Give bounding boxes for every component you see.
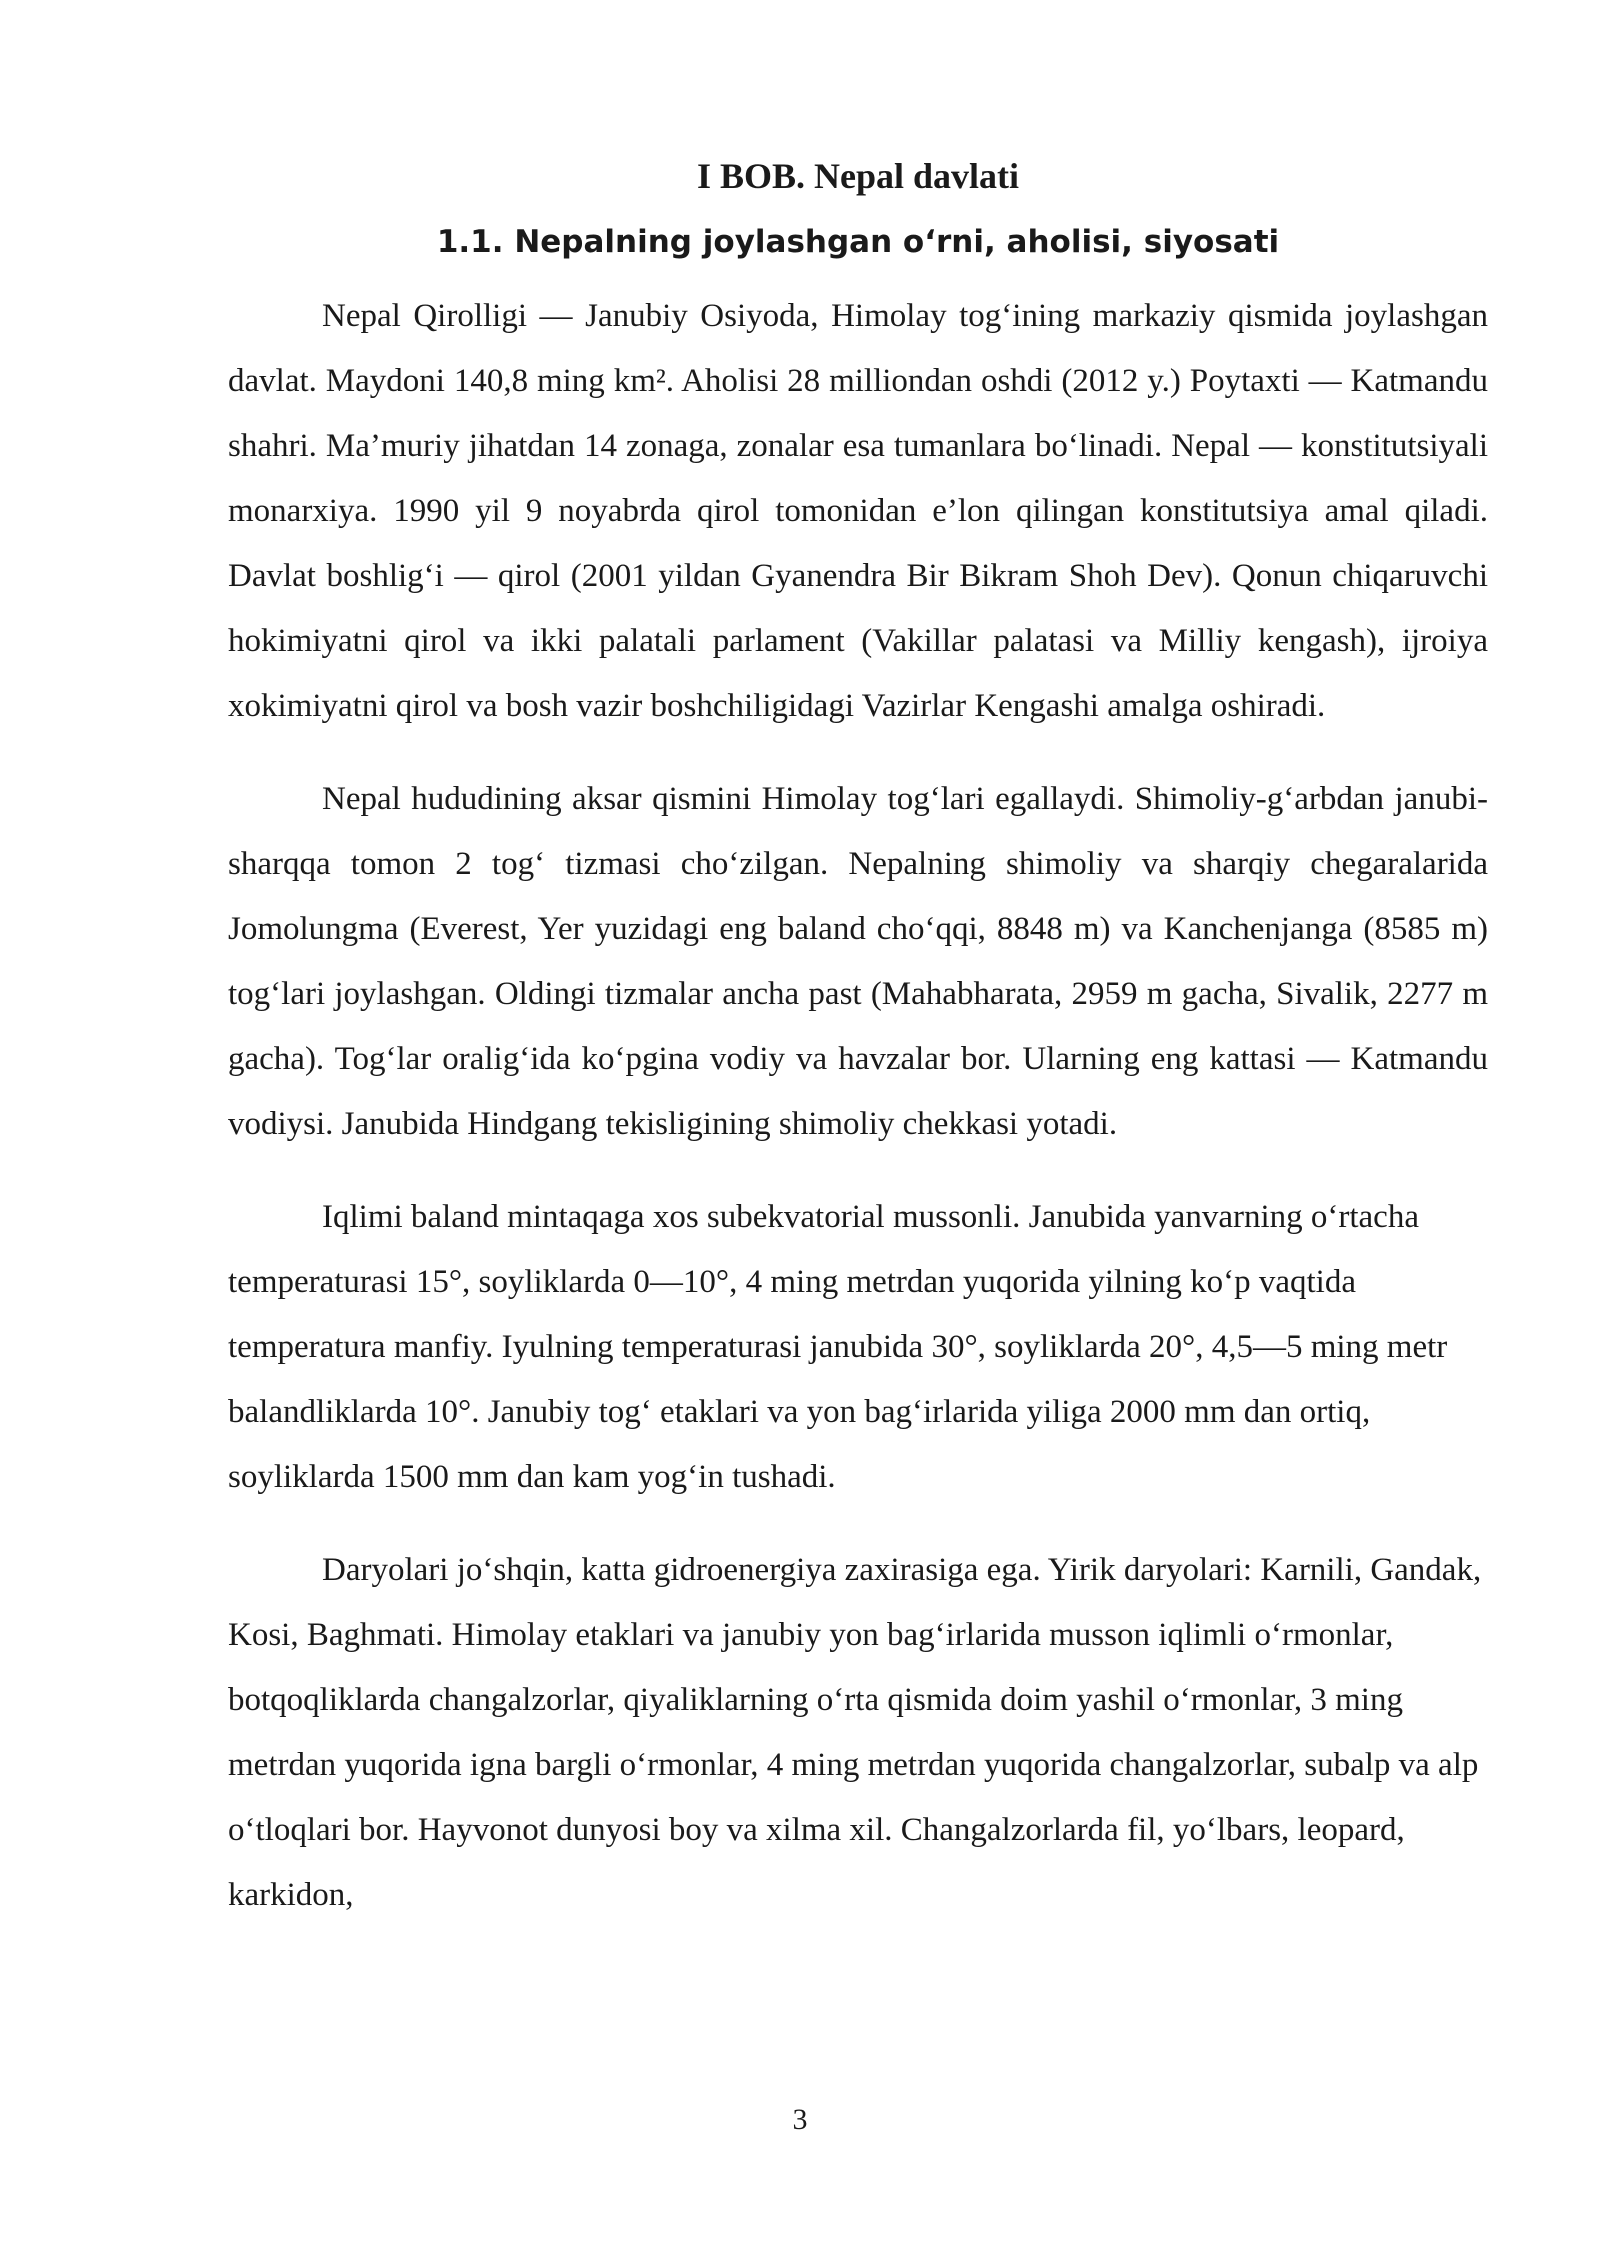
paragraph-rivers-nature: Daryolari jo‘shqin, katta gidroenergiya zaxirasiga ega. Yirik daryolari: Karnili, Gandak, Kosi, Baghmati. Himolay etaklari va janubiy yon bag‘irlarida musson iqlimli o‘rmonlar, botqoqliklarda changalzorlar, qiyaliklarning o‘rta qismida doim yashil o‘rmonlar, 3 ming metrdan yuqorida igna bargli o‘rmonlar, 4 ming metrdan yuqorida changalzorlar, subalp va alp o‘tloqlari bor. Hayvonot dunyosi boy va xilma xil. Changalzorlarda fil, yo‘lbars, leopard, karkidon, bbox=[228, 1552, 1482, 1913]
paragraph-location-politics: Nepal Qirolligi — Janubiy Osiyoda, Himolay tog‘ining markaziy qismida joylashgan davlat. Maydoni 140,8 ming km². Aholisi 28 milliondan oshdi (2012 y.) Poytaxti — Katmandu shahri. Ma’muriy jihatdan 14 zonaga, zonalar esa tumanlara bo‘linadi. Nepal — konstitutsiyali monarxiya. 1990 yil 9 noyabrda qirol tomonidan e’lon qilingan konstitutsiya amal qiladi. Davlat boshlig‘i — qirol (2001 yildan Gyanendra Bir Bikram Shoh Dev). Qonun chiqaruvchi hokimiyatni qirol va ikki palatali parlament (Vakillar palatasi va Milliy kengash), ijroiya xokimiyatni qirol va bosh vazir boshchiligidagi Vazirlar Kengashi amalga oshiradi. bbox=[228, 298, 1488, 724]
page-number: 3 bbox=[792, 2103, 808, 2136]
paragraph-relief: Nepal hududining aksar qismini Himolay tog‘lari egallaydi. Shimoliy-g‘arbdan janubi-sharqqa tomon 2 tog‘ tizmasi cho‘zilgan. Nepalning shimoliy va sharqiy chegaralarida Jomolungma (Everest, Yer yuzidagi eng baland cho‘qqi, 8848 m) va Kanchenjanga (8585 m) tog‘lari joylashgan. Oldingi tizmalar ancha past (Mahabharata, 2959 m gacha, Sivalik, 2277 m gacha). Tog‘lar oralig‘ida ko‘pgina vodiy va havzalar bor. Ularning eng kattasi — Katmandu vodiysi. Janubida Hindgang tekisligining shimoliy chekkasi yotadi. bbox=[228, 781, 1488, 1142]
body-text bbox=[228, 284, 1488, 1928]
paragraph-climate: Iqlimi baland mintaqaga xos subekvatorial mussonli. Janubida yanvarning o‘rtacha temperaturasi 15°, soyliklarda 0—10°, 4 ming metrdan yuqorida yilning ko‘p vaqtida temperatura manfiy. Iyulning temperaturasi janubida 30°, soyliklarda 20°, 4,5—5 ming metr balandliklarda 10°. Janubiy tog‘ etaklari va yon bag‘irlarida yiliga 2000 mm dan ortiq, soyliklarda 1500 mm dan kam yog‘in tushadi. bbox=[228, 1199, 1448, 1495]
chapter-title: I BOB. Nepal davlati bbox=[696, 156, 1020, 196]
section-title: 1.1. Nepalning joylashgan o‘rni, aholisi, siyosati bbox=[436, 224, 1280, 260]
